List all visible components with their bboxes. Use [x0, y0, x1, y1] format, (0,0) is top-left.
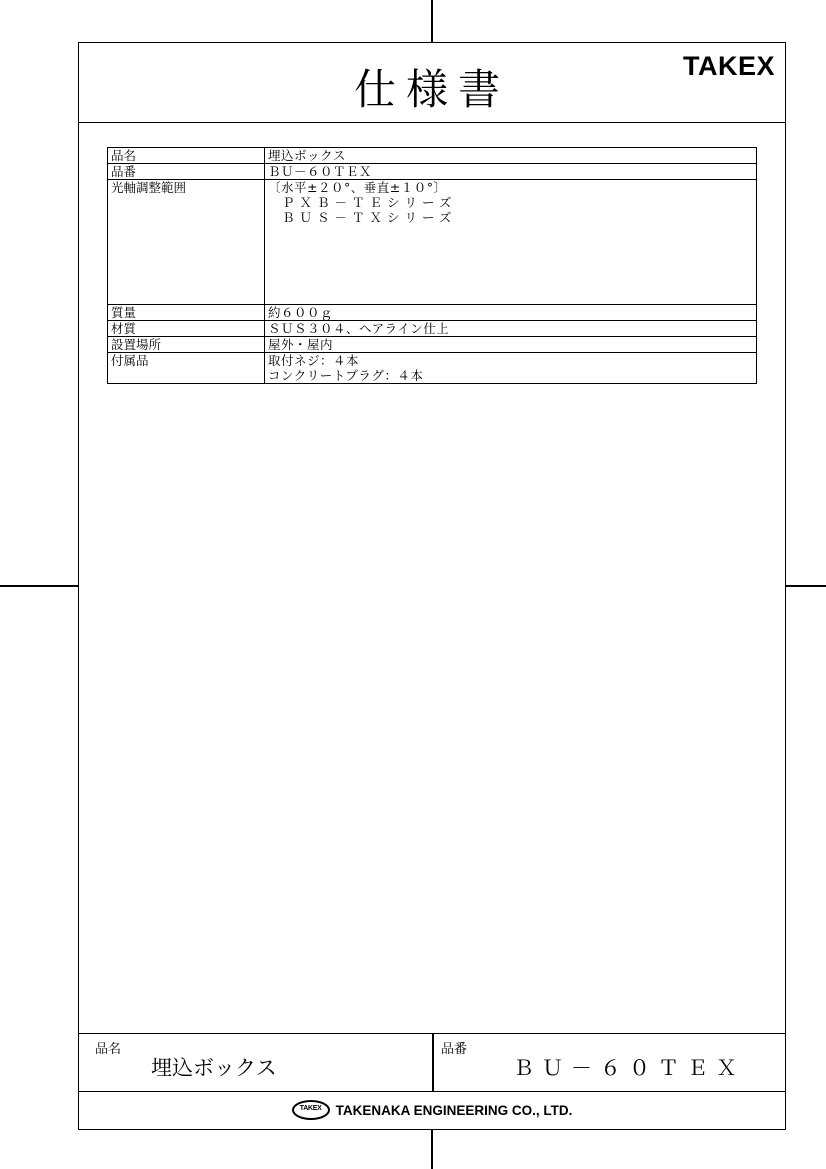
company-logo-text: TAKEX: [299, 1105, 322, 1112]
adjustment-range-line: 〔水平±２０°、垂直±１０°〕: [268, 180, 447, 195]
company-line: [79, 1092, 785, 1128]
footer-name-value: 埋込ボックス: [151, 1056, 277, 1080]
table-row: [108, 148, 757, 164]
document-frame: [78, 42, 786, 1130]
footer-number-label: 品番: [441, 1042, 468, 1057]
crop-mark-left: [0, 585, 78, 587]
company-logo-icon: [292, 1100, 330, 1120]
adjustment-range-label: 光軸調整範囲: [108, 180, 265, 305]
footer-info-row: [79, 1034, 785, 1092]
product-name-label: 品名: [108, 148, 265, 164]
table-row: [108, 305, 757, 321]
product-name-value: 埋込ボックス: [265, 148, 757, 164]
footer-number-value: ＢＵ－６０ＴＥＸ: [513, 1056, 745, 1080]
table-row: [108, 353, 757, 384]
crop-mark-top: [431, 0, 433, 42]
table-row: [108, 321, 757, 337]
mass-value: 約６００ｇ: [265, 305, 757, 321]
spec-table: [107, 147, 757, 384]
adjustment-range-line: ＰＸＢ－ＴＥシリーズ: [282, 195, 457, 210]
footer-name-label: 品名: [95, 1042, 122, 1057]
part-number-value: ＢＵ－６０ＴＥＸ: [265, 164, 757, 180]
material-label: 材質: [108, 321, 265, 337]
accessories-line: 取付ネジ：４本: [268, 353, 360, 368]
document-footer: [79, 1033, 785, 1129]
company-name: TAKENAKA ENGINEERING CO., LTD.: [335, 1102, 573, 1118]
location-label: 設置場所: [108, 337, 265, 353]
crop-mark-bottom: [431, 1130, 433, 1169]
document-title: 仕様書: [353, 65, 510, 114]
adjustment-range-line: ＢＵＳ－ＴＸシリーズ: [282, 210, 457, 225]
material-value: ＳＵＳ３０４、ヘアライン仕上: [265, 321, 757, 337]
mass-label: 質量: [108, 305, 265, 321]
location-value: 屋外・屋内: [265, 337, 757, 353]
table-row: [108, 180, 757, 305]
document-header: [79, 43, 785, 123]
accessories-line: コンクリートプラグ：４本: [268, 368, 424, 383]
accessories-label: 付属品: [108, 353, 265, 384]
footer-divider: [432, 1034, 434, 1092]
crop-mark-right: [786, 585, 826, 587]
part-number-label: 品番: [108, 164, 265, 180]
table-row: [108, 164, 757, 180]
table-row: [108, 337, 757, 353]
adjustment-range-value: [265, 180, 757, 305]
brand-logo: TAKEX: [682, 51, 775, 81]
accessories-value: [265, 353, 757, 384]
